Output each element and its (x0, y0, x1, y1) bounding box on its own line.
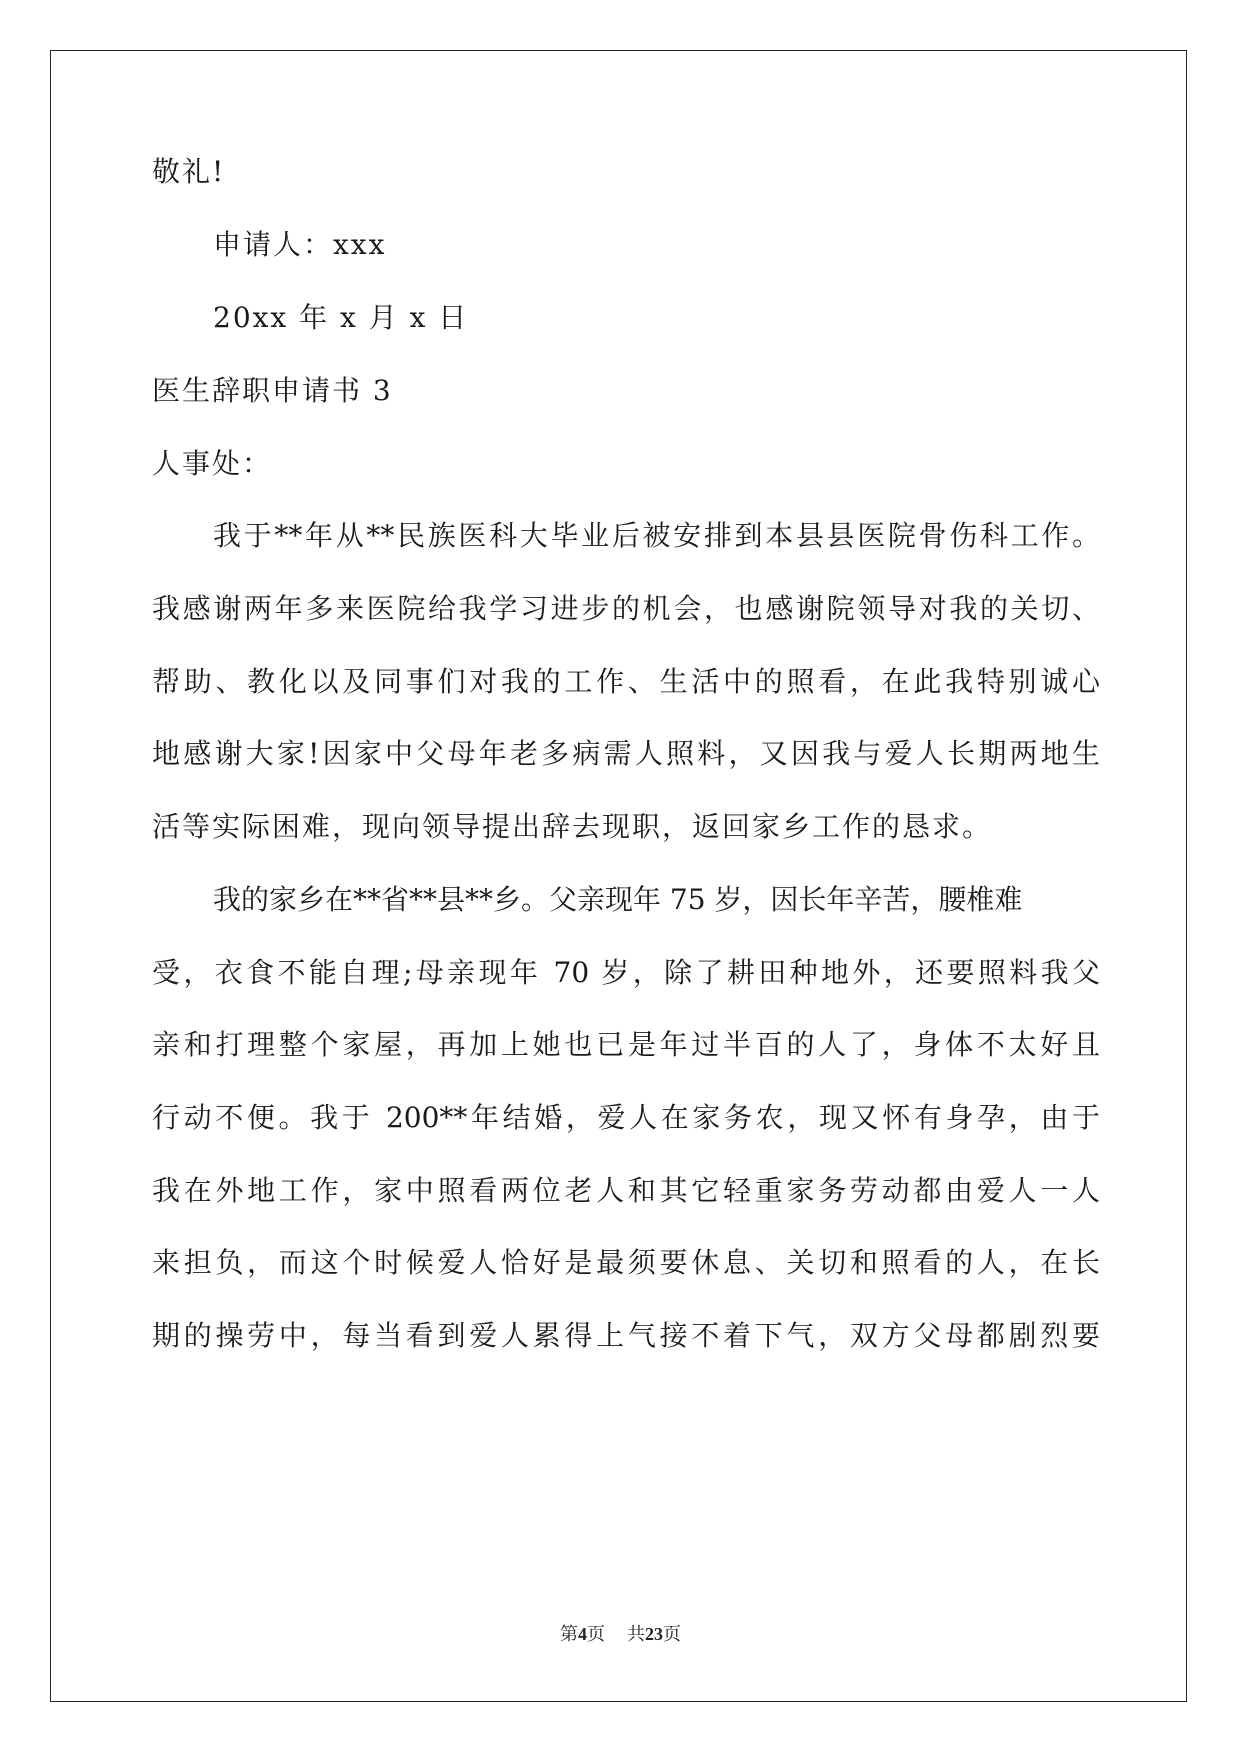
addressee-line: 人事处： (152, 447, 273, 480)
applicant-line: 申请人：xxx (213, 228, 387, 261)
paragraph-2-line-1: 我的家乡在**省**县**乡。父亲现年 75 岁，因长年辛苦，腰椎难 (213, 883, 1023, 916)
paragraph-2-line-3: 亲和打理整个家屋，再加上她也已是年过半百的人了，身体不太好且 (152, 1028, 1100, 1061)
current-page-number: 4 (578, 1624, 587, 1644)
paragraph-1-line-3: 帮助、教化以及同事们对我的工作、生活中的照看，在此我特别诚心 (152, 665, 1100, 698)
total-prefix: 共 (627, 1624, 645, 1645)
paragraph-2-line-5: 我在外地工作，家中照看两位老人和其它轻重家务劳动都由爱人一人 (152, 1174, 1100, 1207)
page-footer (0, 1622, 1241, 1647)
paragraph-1-line-4: 地感谢大家!因家中父母年老多病需人照料，又因我与爱人长期两地生 (152, 737, 1100, 770)
paragraph-1-line-1: 我于**年从**民族医科大毕业后被安排到本县县医院骨伤科工作。 (213, 519, 1100, 552)
paragraph-2-line-7: 期的操劳中，每当看到爱人累得上气接不着下气，双方父母都剧烈要 (152, 1319, 1100, 1352)
page-prefix: 第 (560, 1624, 578, 1645)
date-line: 20xx 年 x 月 x 日 (213, 301, 469, 334)
paragraph-2-line-2: 受，衣食不能自理;母亲现年 70 岁，除了耕田种地外，还要照料我父 (152, 956, 1100, 989)
page-suffix: 页 (587, 1624, 605, 1645)
paragraph-1-line-2: 我感谢两年多来医院给我学习进步的机会，也感谢院领导对我的关切、 (152, 592, 1100, 625)
total-suffix: 页 (663, 1624, 681, 1645)
salutation-line: 敬礼! (152, 155, 226, 188)
paragraph-2-line-6: 来担负，而这个时候爱人恰好是最须要休息、关切和照看的人，在长 (152, 1246, 1100, 1279)
total-page-count: 23 (645, 1624, 663, 1644)
document-title: 医生辞职申请书 3 (152, 374, 393, 407)
paragraph-2-line-4: 行动不便。我于 200**年结婚，爱人在家务农，现又怀有身孕，由于 (152, 1101, 1100, 1134)
paragraph-1-line-5: 活等实际困难，现向领导提出辞去现职，返回家乡工作的恳求。 (152, 810, 993, 843)
